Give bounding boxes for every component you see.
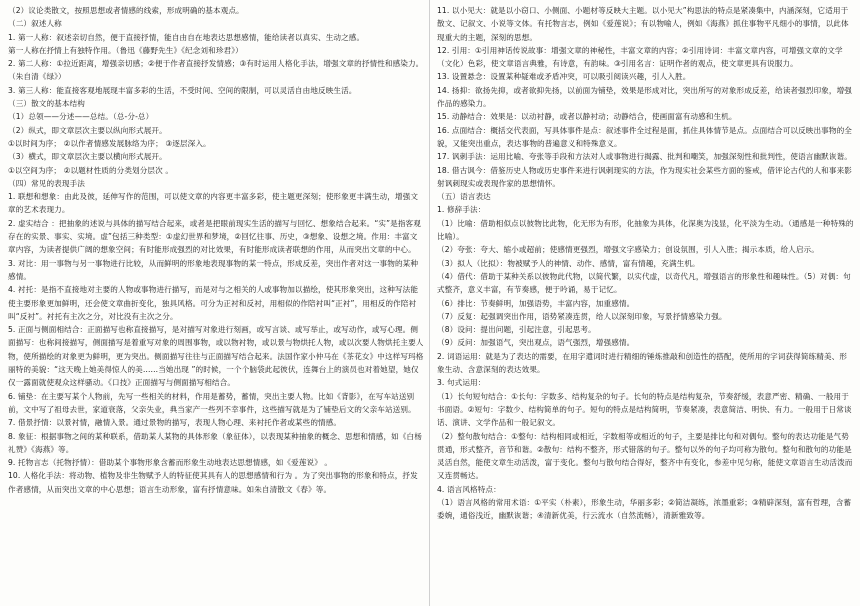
paragraph: 12. 引用：①引用神话传说故事：增强文章的神秘性，丰富文章的内容；②引用诗词：丰富文章内容，可增强文章的文学（文化）色彩，使文章语言典雅，有诗意，有韵味。③引用名言：证明作者的观点，使文章更具有说服力。 (437, 45, 843, 69)
paragraph: （2）夸张：夸大、缩小或超前；使感情更强烈，增强文字感染力；创设氛围，引人入胜；揭示本质，给人启示。 (437, 245, 819, 255)
paragraph: 第一人称在抒情上有独特作用。（鲁迅《藤野先生》《纪念刘和珍君》） (8, 45, 243, 55)
paragraph: 3. 句式运用： (437, 378, 486, 388)
paragraph: （3）拟人（比拟）：物被赋予人的神情、动作、感情，富有情趣，充满生机。 (437, 258, 700, 268)
left-column (8, 4, 425, 604)
paragraph: （五）语言表达 (437, 192, 491, 202)
paragraph: 5. 正面与侧面相结合：正面描写也称直接描写，是对描写对象进行刻画，或写言谈、或写举止，或写动作，或写心理。侧面描写：也称间接描写，侧面描写是着重写对象的周围事物，或以物衬物，或以景与物烘托人物，或以次要人物烘托主要人物，使所描绘的对象更为鲜明，更为突出。侧面描写往往与正面描写结合起来。法国作家小仲马在《茶花女》中这样写玛格丽特的美貌：“这天晚上她美得惊人的美……当她出现 ”的时候，一个个脑袋此起彼伏，连舞台上的演员也对着她望，她仅仅一露面就使观众这样骚动。《口技》正面描写与侧面描写相结合。 (8, 325, 424, 388)
paragraph: （9）反问：加强语气，突出观点，语气强烈，增强感情。 (437, 338, 635, 348)
paragraph: （1）语言风格的常用术语：①平实（朴素），形象生动，华丽多彩；②简洁凝练，浓墨重彩；③精辟深刻，富有哲理，含蓄委婉，通俗浅近，幽默诙谐；④清新优美，行云流水（自然流畅），清新雅致等。 (437, 497, 852, 521)
paragraph: （4）借代：借助于某种关系以彼物此代物，以简代繁，以实代虚，以奇代凡，增强语言的形象性和趣味性。（5）对偶：句式整齐，意义丰富，有节奏感，便于吟诵，易于记忆。 (437, 271, 851, 295)
paragraph: （四）常见的表现手法 (8, 178, 85, 188)
paragraph: （7）反复：起强调突出作用，语势紧凑连贯，给人以深刻印象，写景抒情感染力强。 (437, 311, 727, 321)
paragraph: 9. 托物言志（托物抒情）：借助某个事物形象含蓄而形象生动地表达思想情感，如《爱莲说》 。 (8, 458, 333, 468)
paragraph: 1. 修辞手法： (437, 205, 486, 215)
paragraph: （6）排比：节奏鲜明，加强语势，丰富内容，加重感情。 (437, 298, 635, 308)
paragraph: ①以空间为序； ②以题材性质的分类划分层次 。 (8, 165, 174, 175)
paragraph: 7. 借景抒情：以景衬情，融情入景。通过景物的描写，表现人物心理、来衬托作者或某些的情感。 (8, 418, 342, 428)
paragraph: 11. 以小见大：就是以小窃口、小侧面、小题材等反映大主题。以小见大”构思法的特点是紧凑集中，内涵深刻，它适用于散文、记叙文、小说等文体。有托物言志，例如《爱莲说》；有以物喻人，例如《海燕》抓住事物平凡细小的事情，以此体现重大的主题，深刻的思想。 (437, 6, 849, 42)
paragraph: 6. 铺垫：在主要写某个人物前，先写一些相关的材料，作用是蓄势，蓄情，突出主要人物。比如《背影》，在写车站送别前，文中写了祖母去世，家道衰落，父亲失业，典当家产一些列不幸事件，这些描写就是为了铺垫后文的父亲车站送别。 (8, 391, 416, 414)
paragraph: （1）总领——分述——总结。（总-分-总） (8, 112, 154, 122)
paragraph: 16. 点面结合：概括交代表面，写具体事件是点：叙述事件全过程是面，抓住具体情节是点。点面结合可以反映出事物的全貌，又能突出重点，表达事物的普遍意义和特殊意义。 (437, 125, 852, 148)
paragraph: 15. 动静结合：效果是：以动衬静，或者以静衬动；动静结合，使画面富有动感和生机。 (437, 112, 737, 122)
column-divider (429, 0, 430, 606)
paragraph: （三）散文的基本结构 (8, 99, 85, 109)
paragraph: 3. 第三人称：能直接客观地展现丰富多彩的生活，不受时间、空间的限制，可以灵活自由地反映生活。 (8, 85, 357, 95)
paragraph: 4. 语言风格特点： (437, 484, 501, 494)
paragraph: 10. 人格化手法：将动物、植物及非生物赋予人的特征使其具有人的思想感情和行为 。为了突出事物的形象和特点，抒发作者感情，从而突出文章的中心思想；语言生动形象，富有抒情意味。如朱自清散文《春》等。 (8, 471, 418, 494)
paragraph: 17. 讽刺手法：运用比喻、夸张等手段和方法对人或事物进行揭露、批判和嘲笑，加强深刻性和批判性，使语言幽默诙谐。18. 借古讽今：借鉴历史人物或历史事件来进行讽刺现实的方法，作为现实社会某些方面的鉴戒，借评论古代的人和事来影射讽刺现实或表现作家的思想情怀。 (437, 152, 852, 188)
paragraph: 14. 扬抑：欲扬先抑，或者欲抑先扬，以前面为铺垫，效果是形成对比，突出所写的对象形成反差，给读者强烈印象，增强作品的感染力。 (437, 85, 852, 109)
right-column (437, 4, 854, 604)
paragraph: 2. 第二人称：①拉近距离，增强亲切感；②便于作者直接抒发情感；③有时运用人格化手法，增强文章的抒情性和感染力。（朱自清《绿》） (8, 59, 424, 82)
paragraph: 4. 衬托：是指不直接地对主要的人物或事物进行描写，而是对与之相关的人或事物加以描绘，使其形象突出，这种写法能使主要形象更加鲜明，还会使文章曲折变化，独具风格。可分为正衬和反衬，用相似的作陪衬叫“正衬”，用相反的作陪衬叫“反衬”。衬托有主次之分，对比没有主次之分。 (8, 285, 419, 321)
paragraph: 2. 虚实结合 ：把抽象的述说与具体的描写结合起来，或者是把眼前现实生活的描写与回忆、想象结合起来。“实”是指客观存在的实景、事实、实境。虚”包括三种类型：①虚幻世界和梦境，②回忆往事、历史，③想象、设想之境。作用：丰富文章内容，为读者提供广阔的想象空间；有时能形成强烈的对比效果，有时能形成读者联想的作用，从而突出文章的中心。 (8, 218, 421, 255)
paragraph: （3）横式，即文章层次主要以横向形式展开。 (8, 152, 167, 162)
paragraph: （1）比喻：借助相似点以彼物比此物，化无形为有形，化抽象为具体，化深奥为浅显，化平淡为生动。（通感是一种特殊的比喻）。 (437, 218, 854, 242)
paragraph: （2）纵式，即文章层次主要以纵向形式展开。 (8, 125, 167, 135)
paragraph: （二）叙述人称 (8, 19, 62, 29)
paragraph: 1. 第一人称：叙述亲切自然，便于直接抒情，能自由自在地表达思想感情，能给读者以真实、生动之感。 (8, 32, 365, 42)
paragraph: 8. 象征：根据事物之间的某种联系，借助某人某物的具体形象（象征体），以表现某种抽象的概念、思想和情感，如《白杨礼赞》《海燕》等。 (8, 431, 422, 454)
paragraph: （1）长句短句结合：①长句：字数多、结构复杂的句子。长句的特点是结构复杂，节奏舒缓，表意严密、精确、一般用于书面语。②短句：字数少、结构简单的句子。短句的特点是结构简明，节奏紧凑，表意简洁、明快、有力。一般用于日常谈话、演讲、文学作品和一般记叙文。 (437, 391, 852, 428)
paragraph: （8）设问：提出问题，引起注意，引起思考。 (437, 325, 596, 335)
paragraph: （2）整句散句结合：①整句：结构相同或相近，字数相等或相近的句子，主要是排比句和对偶句。整句的表达功能是气势贯通，形式整齐，音节和谐。②散句：结构不整齐，形式错落的句子。整句以外的句子均可称为散句。整句和散句的功能是灵活自然，能使文章生动活泼，富于变化。整句与散句结合得好，整齐中有变化，参差中见匀称，能使文章语言生动活泼而又连贯畅达。 (437, 431, 853, 481)
paragraph: ①以时间为序； ②以作者情感发展脉络为序； ③逐层深入。 (8, 138, 211, 148)
paragraph: 13. 设置悬念：设置某种疑难或矛盾冲突，可以吸引阅读兴趣，引人入胜。 (437, 72, 691, 82)
paragraph: （2）议论类散文，按照思想或者情感的线索，形成明确的基本观点。 (8, 6, 244, 15)
paragraph: 2. 词语运用：就是为了表达的需要，在用字遣词时进行精细的锤炼推敲和创造性的搭配，使所用的字词获得简练精美、形象生动、含意深刻的表达效果。 (437, 351, 848, 375)
paragraph: 1. 联想和想象：由此及彼，延伸写作的范围，可以使文章的内容更丰富多彩，使主题更深刻；使形象更丰满生动，增强文章的艺术表现力。 (8, 192, 419, 215)
paragraph: 3. 对比：用一事物与另一事物进行比较，从而鲜明的形象地表现事物的某一特点，形成反差，突出作者对这一事物的某种感情。 (8, 258, 419, 281)
